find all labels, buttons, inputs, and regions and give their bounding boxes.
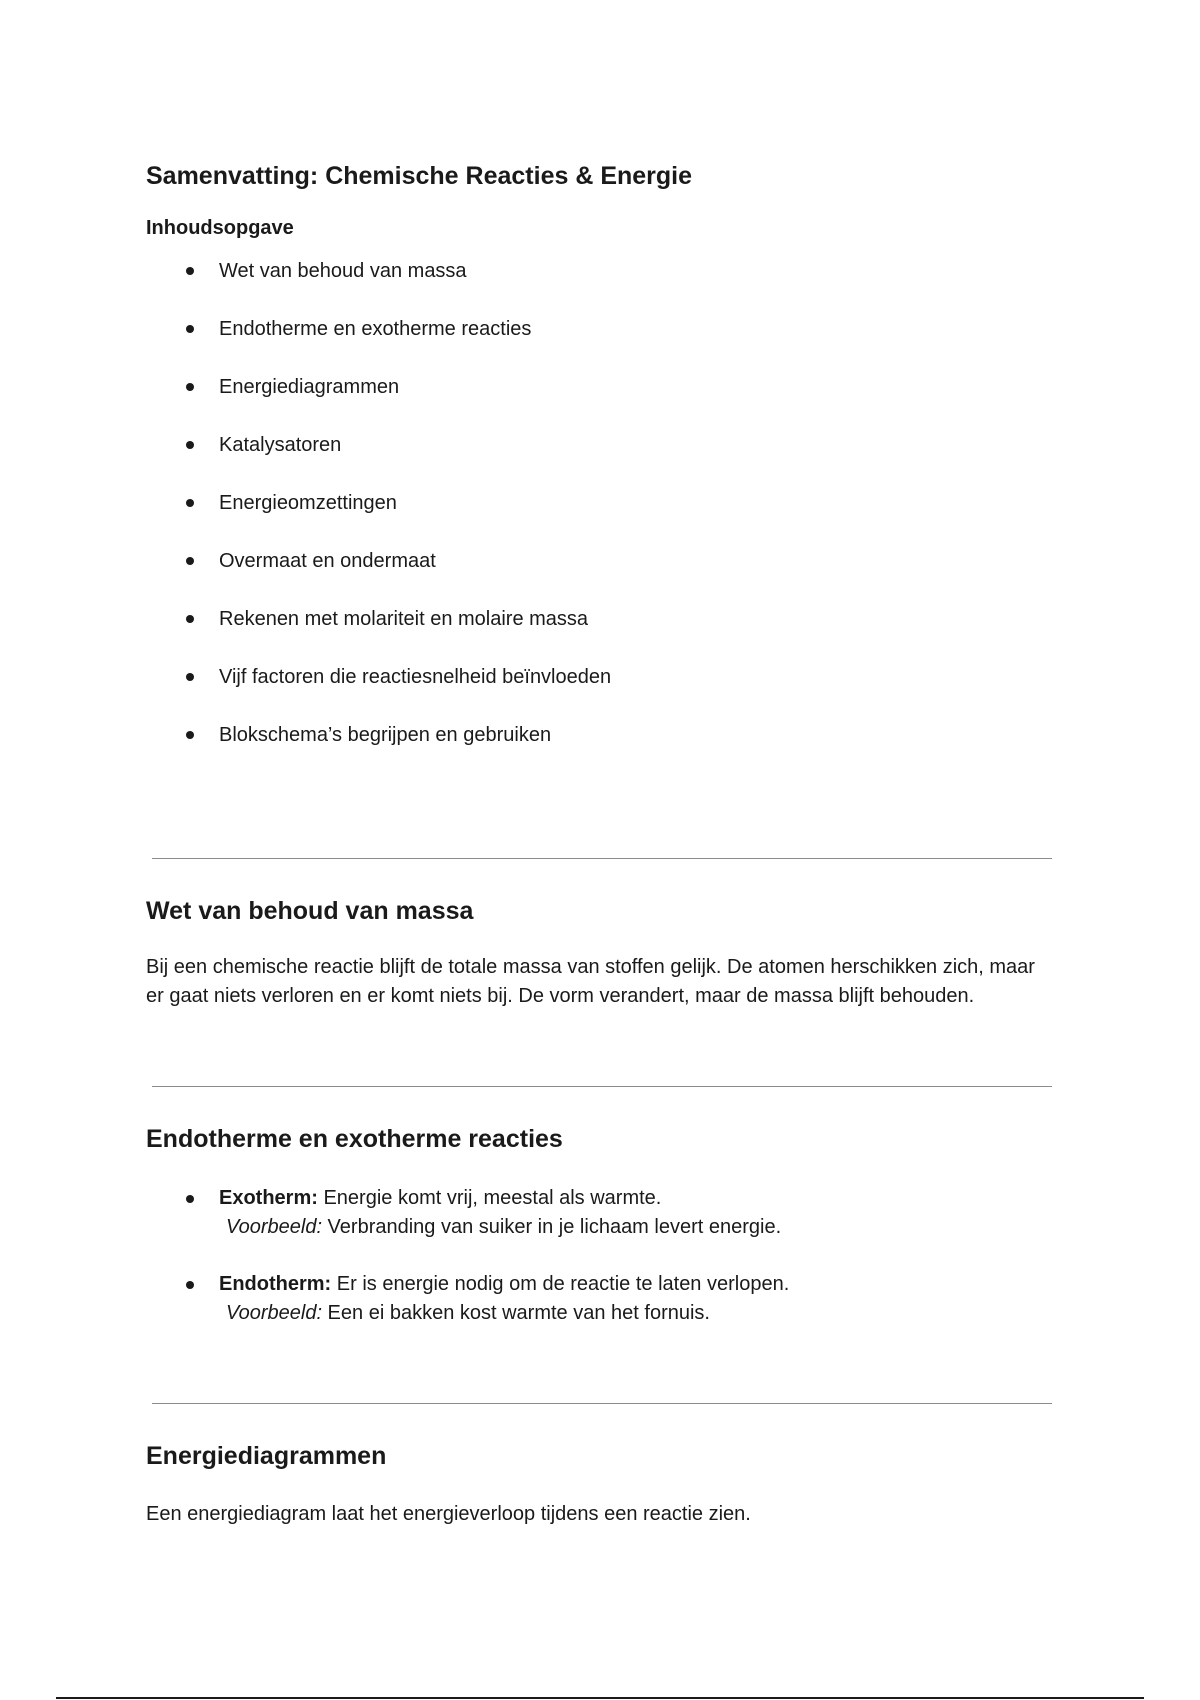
toc-item-label: Katalysatoren [219,433,342,456]
section-divider [152,858,1052,859]
section-divider [152,1086,1052,1087]
bullet-icon [186,557,194,565]
list-item-exotherm [146,1184,1046,1242]
example-text: Een ei bakken kost warmte van het fornuis. [322,1302,710,1324]
section-body-mass: Bij een chemische reactie blijft de totale massa van stoffen gelijk. De atomen herschikken zich, maar er gaat niets verloren en er komt niets bij. De vorm verandert, maar de massa blijft behouden. [146,956,1035,1007]
toc-item-label: Energiediagrammen [219,375,400,398]
toc-item [146,431,1056,459]
toc-item [146,373,1056,401]
toc-item-label: Overmaat en ondermaat [219,549,436,572]
reaction-types-list [146,1184,1046,1356]
bullet-icon [186,1195,194,1203]
term-label: Endotherm: [219,1273,332,1295]
toc-item-label: Endotherme en exotherme reacties [219,317,532,340]
section-title-mass: Wet van behoud van massa [146,897,474,925]
section-divider [152,1403,1052,1404]
bullet-icon [186,673,194,681]
example-line [219,1299,1046,1328]
toc-item-label: Vijf factoren die reactiesnelheid beïnvloeden [219,665,612,688]
document-title: Samenvatting: Chemische Reacties & Energie [146,162,693,190]
toc-item [146,489,1056,517]
bullet-icon [186,731,194,739]
bullet-icon [186,267,194,275]
table-of-contents [146,257,1056,749]
toc-heading: Inhoudsopgave [146,216,294,239]
term-label: Exotherm: [219,1187,318,1209]
bullet-icon [186,441,194,449]
bullet-icon [186,499,194,507]
example-line [219,1213,1046,1242]
toc-item-label: Wet van behoud van massa [219,259,467,282]
bullet-icon [186,615,194,623]
toc-item [146,257,1056,285]
example-label: Voorbeeld: [226,1302,322,1324]
term-description: Er is energie nodig om de reactie te laten verlopen. [331,1273,790,1295]
page-bottom-rule [56,1697,1144,1699]
term-description: Energie komt vrij, meestal als warmte. [317,1187,662,1209]
bullet-icon [186,383,194,391]
list-item-endotherm [146,1270,1046,1328]
summary-page [146,160,1056,779]
section-title-reactions: Endotherme en exotherme reacties [146,1125,563,1153]
toc-item [146,721,1056,749]
toc-item [146,605,1056,633]
toc-item [146,315,1056,343]
section-title-diagrams: Energiediagrammen [146,1442,387,1470]
bullet-icon [186,325,194,333]
example-label: Voorbeeld: [226,1216,322,1238]
toc-item [146,547,1056,575]
toc-item-label: Rekenen met molariteit en molaire massa [219,607,589,630]
bullet-icon [186,1281,194,1289]
section-body-diagrams: Een energiediagram laat het energieverloop tijdens een reactie zien. [146,1503,751,1525]
toc-item-label: Blokschema’s begrijpen en gebruiken [219,723,552,746]
toc-item [146,663,1056,691]
example-text: Verbranding van suiker in je lichaam levert energie. [322,1216,782,1238]
toc-item-label: Energieomzettingen [219,491,397,514]
